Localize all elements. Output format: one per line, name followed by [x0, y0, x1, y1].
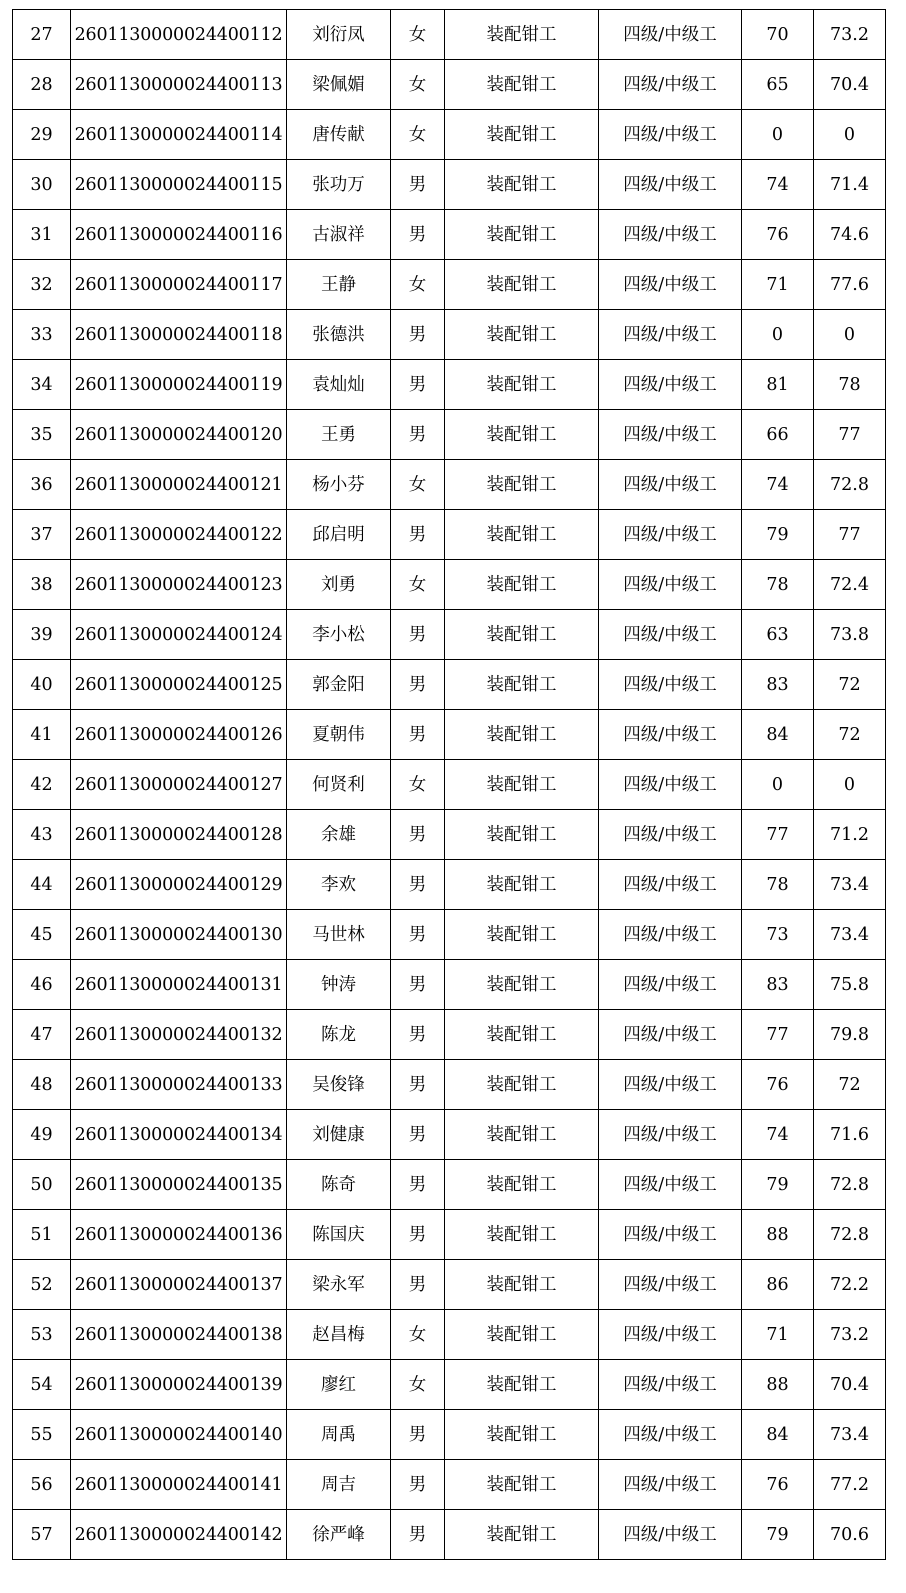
cell-ticket-number: 2601130000024400121 — [71, 460, 287, 510]
cell-score-2: 72.8 — [814, 1160, 886, 1210]
cell-name: 钟涛 — [287, 960, 391, 1010]
cell-trade: 装配钳工 — [445, 460, 599, 510]
cell-score-2: 77.2 — [814, 1460, 886, 1510]
cell-score-2: 73.8 — [814, 610, 886, 660]
cell-gender: 女 — [391, 260, 445, 310]
cell-level: 四级/中级工 — [599, 1360, 742, 1410]
cell-trade: 装配钳工 — [445, 160, 599, 210]
cell-gender: 男 — [391, 510, 445, 560]
cell-ticket-number: 2601130000024400114 — [71, 110, 287, 160]
cell-level: 四级/中级工 — [599, 860, 742, 910]
cell-trade: 装配钳工 — [445, 760, 599, 810]
cell-gender: 男 — [391, 160, 445, 210]
cell-score-2: 73.4 — [814, 860, 886, 910]
table-row — [13, 410, 886, 460]
cell-level: 四级/中级工 — [599, 610, 742, 660]
cell-ticket-number: 2601130000024400113 — [71, 60, 287, 110]
cell-seq: 40 — [13, 660, 71, 710]
cell-ticket-number: 2601130000024400134 — [71, 1110, 287, 1160]
cell-trade: 装配钳工 — [445, 1110, 599, 1160]
cell-score-2: 72 — [814, 710, 886, 760]
cell-level: 四级/中级工 — [599, 110, 742, 160]
cell-level: 四级/中级工 — [599, 1260, 742, 1310]
cell-seq: 32 — [13, 260, 71, 310]
cell-seq: 29 — [13, 110, 71, 160]
cell-score-1: 78 — [742, 560, 814, 610]
cell-name: 张功万 — [287, 160, 391, 210]
cell-gender: 男 — [391, 360, 445, 410]
cell-name: 周禹 — [287, 1410, 391, 1460]
cell-ticket-number: 2601130000024400130 — [71, 910, 287, 960]
cell-score-1: 70 — [742, 10, 814, 60]
cell-score-1: 76 — [742, 210, 814, 260]
cell-level: 四级/中级工 — [599, 260, 742, 310]
cell-trade: 装配钳工 — [445, 1310, 599, 1360]
cell-name: 梁佩媚 — [287, 60, 391, 110]
cell-score-1: 77 — [742, 810, 814, 860]
cell-score-1: 71 — [742, 1310, 814, 1360]
cell-name: 赵昌梅 — [287, 1310, 391, 1360]
cell-level: 四级/中级工 — [599, 1210, 742, 1260]
table-row — [13, 460, 886, 510]
cell-score-1: 81 — [742, 360, 814, 410]
cell-name: 余雄 — [287, 810, 391, 860]
cell-name: 何贤利 — [287, 760, 391, 810]
cell-score-1: 0 — [742, 760, 814, 810]
cell-ticket-number: 2601130000024400122 — [71, 510, 287, 560]
cell-ticket-number: 2601130000024400132 — [71, 1010, 287, 1060]
cell-score-1: 74 — [742, 160, 814, 210]
cell-gender: 男 — [391, 710, 445, 760]
cell-seq: 27 — [13, 10, 71, 60]
cell-ticket-number: 2601130000024400125 — [71, 660, 287, 710]
table-row — [13, 1060, 886, 1110]
cell-trade: 装配钳工 — [445, 1460, 599, 1510]
cell-score-2: 73.4 — [814, 910, 886, 960]
cell-level: 四级/中级工 — [599, 1510, 742, 1560]
table-row — [13, 760, 886, 810]
cell-seq: 41 — [13, 710, 71, 760]
cell-seq: 52 — [13, 1260, 71, 1310]
cell-score-2: 73.4 — [814, 1410, 886, 1460]
cell-score-2: 72.4 — [814, 560, 886, 610]
cell-trade: 装配钳工 — [445, 310, 599, 360]
cell-name: 刘衍凤 — [287, 10, 391, 60]
cell-level: 四级/中级工 — [599, 210, 742, 260]
cell-seq: 56 — [13, 1460, 71, 1510]
cell-ticket-number: 2601130000024400140 — [71, 1410, 287, 1460]
cell-trade: 装配钳工 — [445, 1260, 599, 1310]
cell-score-1: 73 — [742, 910, 814, 960]
table-row — [13, 10, 886, 60]
cell-trade: 装配钳工 — [445, 1510, 599, 1560]
cell-gender: 男 — [391, 810, 445, 860]
cell-gender: 男 — [391, 1110, 445, 1160]
cell-seq: 54 — [13, 1360, 71, 1410]
cell-name: 古淑祥 — [287, 210, 391, 260]
cell-trade: 装配钳工 — [445, 710, 599, 760]
cell-seq: 51 — [13, 1210, 71, 1260]
cell-name: 刘勇 — [287, 560, 391, 610]
cell-name: 周吉 — [287, 1460, 391, 1510]
cell-level: 四级/中级工 — [599, 1060, 742, 1110]
cell-gender: 女 — [391, 560, 445, 610]
cell-name: 夏朝伟 — [287, 710, 391, 760]
cell-ticket-number: 2601130000024400142 — [71, 1510, 287, 1560]
cell-seq: 44 — [13, 860, 71, 910]
table-row — [13, 560, 886, 610]
cell-ticket-number: 2601130000024400115 — [71, 160, 287, 210]
cell-score-1: 76 — [742, 1460, 814, 1510]
cell-seq: 48 — [13, 1060, 71, 1110]
cell-seq: 45 — [13, 910, 71, 960]
cell-score-2: 71.2 — [814, 810, 886, 860]
cell-score-1: 88 — [742, 1360, 814, 1410]
cell-trade: 装配钳工 — [445, 1060, 599, 1110]
cell-score-1: 78 — [742, 860, 814, 910]
results-table-body — [13, 10, 886, 1560]
cell-ticket-number: 2601130000024400141 — [71, 1460, 287, 1510]
table-row — [13, 1010, 886, 1060]
cell-seq: 43 — [13, 810, 71, 860]
cell-gender: 男 — [391, 860, 445, 910]
cell-score-1: 74 — [742, 460, 814, 510]
cell-trade: 装配钳工 — [445, 1360, 599, 1410]
cell-ticket-number: 2601130000024400136 — [71, 1210, 287, 1260]
cell-gender: 男 — [391, 310, 445, 360]
cell-score-2: 72.8 — [814, 1210, 886, 1260]
cell-score-1: 0 — [742, 110, 814, 160]
cell-level: 四级/中级工 — [599, 1310, 742, 1360]
table-row — [13, 810, 886, 860]
cell-level: 四级/中级工 — [599, 1010, 742, 1060]
cell-score-1: 84 — [742, 710, 814, 760]
table-row — [13, 210, 886, 260]
cell-score-1: 79 — [742, 510, 814, 560]
table-row — [13, 960, 886, 1010]
cell-score-2: 73.2 — [814, 10, 886, 60]
cell-gender: 男 — [391, 1060, 445, 1110]
cell-trade: 装配钳工 — [445, 10, 599, 60]
cell-trade: 装配钳工 — [445, 860, 599, 910]
cell-trade: 装配钳工 — [445, 110, 599, 160]
cell-gender: 男 — [391, 910, 445, 960]
cell-level: 四级/中级工 — [599, 360, 742, 410]
cell-ticket-number: 2601130000024400131 — [71, 960, 287, 1010]
cell-score-2: 0 — [814, 310, 886, 360]
cell-score-2: 72.8 — [814, 460, 886, 510]
cell-trade: 装配钳工 — [445, 810, 599, 860]
cell-seq: 49 — [13, 1110, 71, 1160]
cell-seq: 38 — [13, 560, 71, 610]
cell-gender: 男 — [391, 1410, 445, 1460]
cell-level: 四级/中级工 — [599, 510, 742, 560]
cell-name: 李欢 — [287, 860, 391, 910]
cell-name: 陈龙 — [287, 1010, 391, 1060]
table-row — [13, 310, 886, 360]
cell-seq: 46 — [13, 960, 71, 1010]
cell-score-1: 76 — [742, 1060, 814, 1110]
cell-ticket-number: 2601130000024400118 — [71, 310, 287, 360]
table-row — [13, 1260, 886, 1310]
cell-trade: 装配钳工 — [445, 1010, 599, 1060]
cell-score-1: 63 — [742, 610, 814, 660]
table-row — [13, 160, 886, 210]
cell-seq: 35 — [13, 410, 71, 460]
cell-ticket-number: 2601130000024400112 — [71, 10, 287, 60]
cell-level: 四级/中级工 — [599, 1160, 742, 1210]
cell-level: 四级/中级工 — [599, 1410, 742, 1460]
cell-score-2: 78 — [814, 360, 886, 410]
table-row — [13, 1410, 886, 1460]
table-row — [13, 360, 886, 410]
cell-name: 王勇 — [287, 410, 391, 460]
cell-seq: 30 — [13, 160, 71, 210]
cell-score-1: 0 — [742, 310, 814, 360]
cell-trade: 装配钳工 — [445, 1160, 599, 1210]
cell-seq: 55 — [13, 1410, 71, 1460]
table-row — [13, 1310, 886, 1360]
table-row — [13, 660, 886, 710]
cell-gender: 男 — [391, 660, 445, 710]
cell-score-1: 83 — [742, 960, 814, 1010]
cell-level: 四级/中级工 — [599, 10, 742, 60]
cell-ticket-number: 2601130000024400133 — [71, 1060, 287, 1110]
cell-ticket-number: 2601130000024400119 — [71, 360, 287, 410]
table-row — [13, 60, 886, 110]
cell-gender: 男 — [391, 1160, 445, 1210]
table-row — [13, 260, 886, 310]
cell-level: 四级/中级工 — [599, 60, 742, 110]
cell-seq: 47 — [13, 1010, 71, 1060]
cell-name: 张德洪 — [287, 310, 391, 360]
cell-gender: 女 — [391, 1310, 445, 1360]
cell-score-2: 70.4 — [814, 60, 886, 110]
cell-gender: 男 — [391, 210, 445, 260]
cell-level: 四级/中级工 — [599, 710, 742, 760]
cell-name: 唐传献 — [287, 110, 391, 160]
table-row — [13, 1360, 886, 1410]
cell-gender: 女 — [391, 10, 445, 60]
cell-score-1: 84 — [742, 1410, 814, 1460]
cell-score-2: 0 — [814, 110, 886, 160]
cell-name: 徐严峰 — [287, 1510, 391, 1560]
cell-ticket-number: 2601130000024400138 — [71, 1310, 287, 1360]
cell-name: 吴俊锋 — [287, 1060, 391, 1110]
cell-score-2: 71.4 — [814, 160, 886, 210]
cell-seq: 57 — [13, 1510, 71, 1560]
cell-seq: 50 — [13, 1160, 71, 1210]
cell-gender: 男 — [391, 960, 445, 1010]
cell-score-1: 79 — [742, 1160, 814, 1210]
cell-trade: 装配钳工 — [445, 610, 599, 660]
table-row — [13, 710, 886, 760]
cell-trade: 装配钳工 — [445, 60, 599, 110]
cell-gender: 男 — [391, 410, 445, 460]
cell-score-2: 72.2 — [814, 1260, 886, 1310]
table-row — [13, 1210, 886, 1260]
cell-gender: 男 — [391, 1010, 445, 1060]
cell-seq: 39 — [13, 610, 71, 660]
cell-score-2: 75.8 — [814, 960, 886, 1010]
cell-trade: 装配钳工 — [445, 210, 599, 260]
cell-ticket-number: 2601130000024400128 — [71, 810, 287, 860]
cell-level: 四级/中级工 — [599, 660, 742, 710]
cell-score-2: 72 — [814, 1060, 886, 1110]
cell-ticket-number: 2601130000024400116 — [71, 210, 287, 260]
cell-score-1: 74 — [742, 1110, 814, 1160]
cell-name: 袁灿灿 — [287, 360, 391, 410]
table-row — [13, 1160, 886, 1210]
cell-score-2: 77.6 — [814, 260, 886, 310]
cell-score-2: 71.6 — [814, 1110, 886, 1160]
cell-ticket-number: 2601130000024400135 — [71, 1160, 287, 1210]
cell-ticket-number: 2601130000024400139 — [71, 1360, 287, 1410]
cell-score-1: 88 — [742, 1210, 814, 1260]
cell-level: 四级/中级工 — [599, 160, 742, 210]
cell-trade: 装配钳工 — [445, 260, 599, 310]
cell-gender: 女 — [391, 60, 445, 110]
cell-ticket-number: 2601130000024400124 — [71, 610, 287, 660]
cell-score-2: 70.4 — [814, 1360, 886, 1410]
cell-name: 郭金阳 — [287, 660, 391, 710]
cell-ticket-number: 2601130000024400137 — [71, 1260, 287, 1310]
cell-ticket-number: 2601130000024400126 — [71, 710, 287, 760]
cell-trade: 装配钳工 — [445, 960, 599, 1010]
cell-name: 梁永军 — [287, 1260, 391, 1310]
cell-name: 陈奇 — [287, 1160, 391, 1210]
cell-ticket-number: 2601130000024400120 — [71, 410, 287, 460]
cell-seq: 34 — [13, 360, 71, 410]
cell-gender: 女 — [391, 760, 445, 810]
cell-seq: 33 — [13, 310, 71, 360]
cell-name: 刘健康 — [287, 1110, 391, 1160]
cell-level: 四级/中级工 — [599, 560, 742, 610]
cell-trade: 装配钳工 — [445, 360, 599, 410]
cell-score-2: 77 — [814, 410, 886, 460]
cell-level: 四级/中级工 — [599, 460, 742, 510]
cell-seq: 36 — [13, 460, 71, 510]
cell-trade: 装配钳工 — [445, 910, 599, 960]
cell-seq: 31 — [13, 210, 71, 260]
results-table — [12, 9, 886, 1560]
table-row — [13, 1510, 886, 1560]
table-row — [13, 110, 886, 160]
table-row — [13, 860, 886, 910]
table-row — [13, 910, 886, 960]
cell-gender: 男 — [391, 1510, 445, 1560]
cell-gender: 女 — [391, 1360, 445, 1410]
cell-name: 邱启明 — [287, 510, 391, 560]
cell-gender: 男 — [391, 1460, 445, 1510]
cell-score-2: 73.2 — [814, 1310, 886, 1360]
cell-gender: 男 — [391, 1210, 445, 1260]
cell-score-1: 83 — [742, 660, 814, 710]
table-row — [13, 510, 886, 560]
cell-gender: 女 — [391, 460, 445, 510]
cell-ticket-number: 2601130000024400127 — [71, 760, 287, 810]
cell-score-2: 0 — [814, 760, 886, 810]
cell-score-1: 71 — [742, 260, 814, 310]
cell-level: 四级/中级工 — [599, 410, 742, 460]
cell-score-2: 70.6 — [814, 1510, 886, 1560]
cell-score-2: 72 — [814, 660, 886, 710]
cell-score-1: 77 — [742, 1010, 814, 1060]
cell-level: 四级/中级工 — [599, 910, 742, 960]
cell-seq: 53 — [13, 1310, 71, 1360]
cell-score-1: 79 — [742, 1510, 814, 1560]
cell-name: 马世林 — [287, 910, 391, 960]
cell-ticket-number: 2601130000024400123 — [71, 560, 287, 610]
cell-level: 四级/中级工 — [599, 1460, 742, 1510]
cell-trade: 装配钳工 — [445, 660, 599, 710]
cell-trade: 装配钳工 — [445, 510, 599, 560]
cell-trade: 装配钳工 — [445, 410, 599, 460]
cell-name: 陈国庆 — [287, 1210, 391, 1260]
cell-score-1: 66 — [742, 410, 814, 460]
cell-name: 杨小芬 — [287, 460, 391, 510]
cell-level: 四级/中级工 — [599, 310, 742, 360]
cell-seq: 37 — [13, 510, 71, 560]
cell-trade: 装配钳工 — [445, 560, 599, 610]
table-row — [13, 610, 886, 660]
cell-score-1: 86 — [742, 1260, 814, 1310]
table-row — [13, 1460, 886, 1510]
table-row — [13, 1110, 886, 1160]
cell-ticket-number: 2601130000024400129 — [71, 860, 287, 910]
cell-gender: 男 — [391, 610, 445, 660]
cell-score-2: 77 — [814, 510, 886, 560]
cell-score-2: 74.6 — [814, 210, 886, 260]
cell-level: 四级/中级工 — [599, 1110, 742, 1160]
cell-score-1: 65 — [742, 60, 814, 110]
cell-ticket-number: 2601130000024400117 — [71, 260, 287, 310]
cell-trade: 装配钳工 — [445, 1210, 599, 1260]
cell-name: 廖红 — [287, 1360, 391, 1410]
cell-name: 李小松 — [287, 610, 391, 660]
cell-seq: 28 — [13, 60, 71, 110]
cell-gender: 男 — [391, 1260, 445, 1310]
cell-gender: 女 — [391, 110, 445, 160]
cell-level: 四级/中级工 — [599, 760, 742, 810]
cell-trade: 装配钳工 — [445, 1410, 599, 1460]
cell-score-2: 79.8 — [814, 1010, 886, 1060]
cell-seq: 42 — [13, 760, 71, 810]
cell-level: 四级/中级工 — [599, 810, 742, 860]
cell-level: 四级/中级工 — [599, 960, 742, 1010]
cell-name: 王静 — [287, 260, 391, 310]
